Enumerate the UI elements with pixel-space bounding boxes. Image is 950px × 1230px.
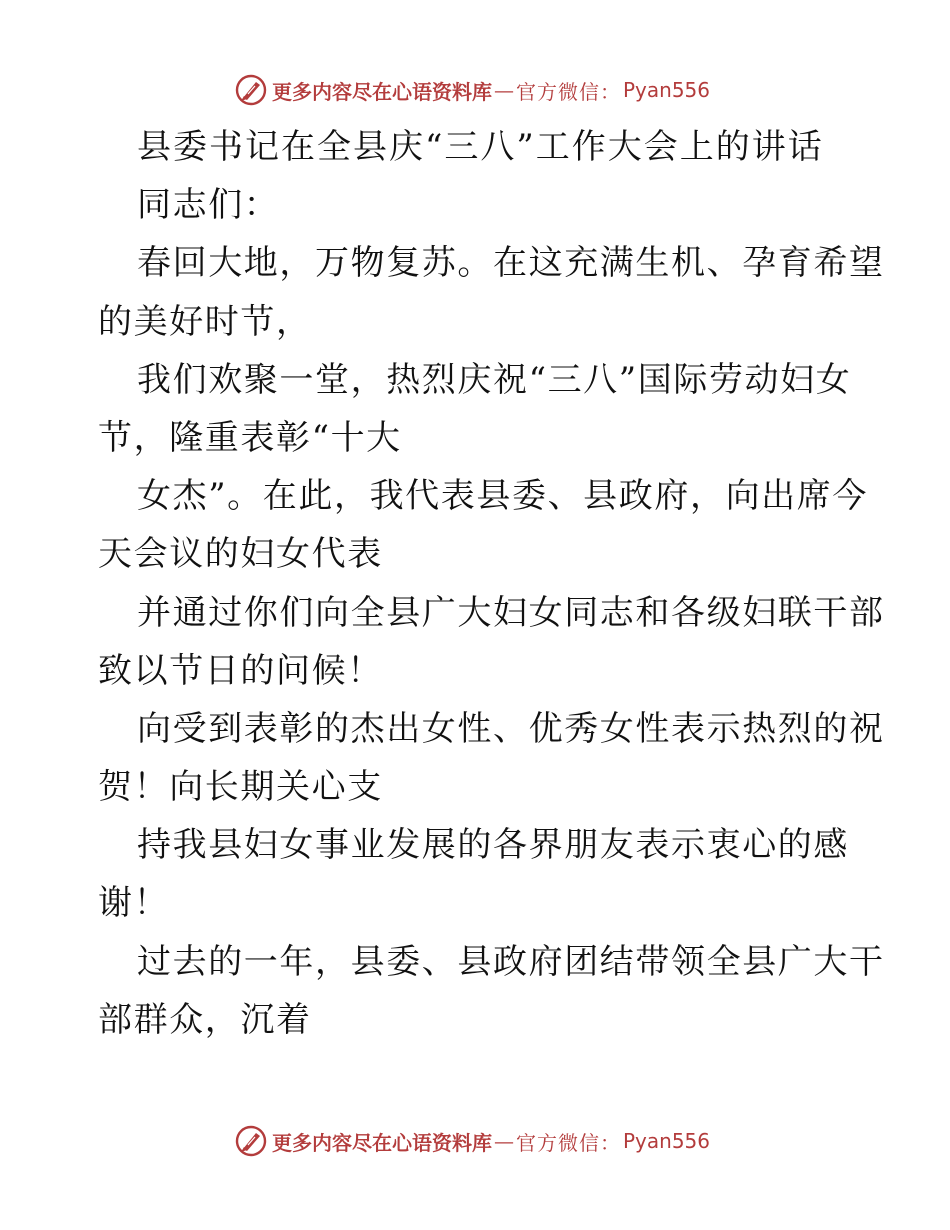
text-line: 的美好时节， — [98, 301, 312, 342]
banner-separator: — — [494, 78, 514, 102]
text-line: 女杰”。在此，我代表县委、县政府，向出席今 — [137, 476, 868, 517]
quill-pen-circle-icon — [234, 73, 268, 107]
text-line: 节，隆重表彰“十大 — [98, 417, 402, 458]
text-line: 贺！向长期关心支 — [98, 767, 383, 808]
document-body — [98, 118, 885, 1049]
text-line: 天会议的妇女代表 — [98, 534, 383, 575]
text-line: 春回大地，万物复苏。在这充满生机、孕育希望 — [137, 243, 885, 284]
text-line: 持我县妇女事业发展的各界朋友表示衷心的感 — [137, 825, 849, 866]
text-line: 谢！ — [98, 883, 170, 924]
banner-brand-text: 更多内容尽在心语资料库 — [272, 1130, 492, 1155]
header-banner — [234, 73, 710, 107]
quill-pen-circle-icon — [234, 1124, 268, 1158]
text-line: 部群众，沉着 — [98, 999, 312, 1040]
text-line: 并通过你们向全县广大妇女同志和各级妇联干部 — [137, 592, 885, 633]
text-line: 过去的一年，县委、县政府团结带领全县广大干 — [137, 941, 885, 982]
document-title: 县委书记在全县庆“三八”工作大会上的讲话 — [137, 127, 824, 167]
banner-brand-text: 更多内容尽在心语资料库 — [272, 79, 492, 104]
banner-wechat-label: 官方微信： — [516, 1130, 621, 1155]
text-line: 我们欢聚一堂，热烈庆祝“三八”国际劳动妇女 — [137, 359, 852, 400]
salutation: 同志们： — [137, 185, 280, 226]
banner-wechat-label: 官方微信： — [516, 79, 621, 104]
footer-banner — [234, 1124, 710, 1158]
text-line: 向受到表彰的杰出女性、优秀女性表示热烈的祝 — [137, 708, 885, 749]
banner-wechat-id: Pyan556 — [623, 1129, 711, 1153]
banner-wechat-id: Pyan556 — [623, 78, 711, 102]
text-line: 致以节日的问候！ — [98, 650, 383, 691]
banner-separator: — — [494, 1129, 514, 1153]
